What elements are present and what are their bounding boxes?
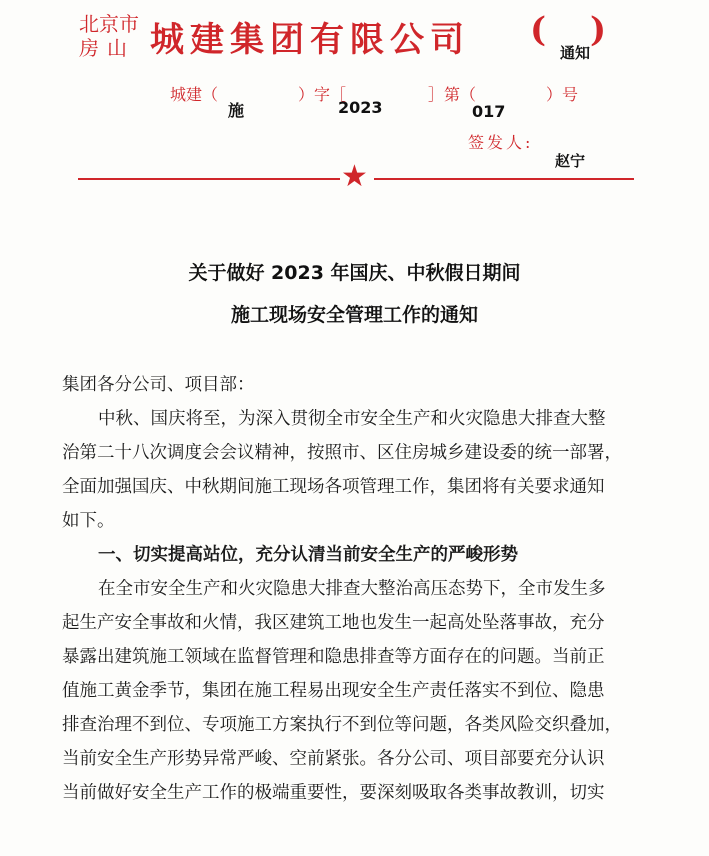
ref-mid2: ］第（ bbox=[428, 85, 477, 104]
document-body bbox=[62, 368, 662, 810]
ref-suffix: ）号 bbox=[546, 85, 579, 104]
paragraph-2-line: 在全市安全生产和火灾隐患大排查大整治高压态势下，全市发生多 bbox=[98, 579, 606, 599]
paragraph-1-line: 全面加强国庆、中秋期间施工现场各项管理工作，集团将有关要求通知 bbox=[62, 477, 605, 497]
ref-prefix: 城建（ bbox=[170, 85, 219, 104]
signer-name: 赵宁 bbox=[555, 152, 586, 170]
ref-mid1: ）字［ bbox=[298, 85, 347, 104]
document-title-line-2: 施工现场安全管理工作的通知 bbox=[230, 304, 478, 326]
paragraph-1-line: 中秋、国庆将至，为深入贯彻全市安全生产和火灾隐患大排查大整 bbox=[98, 409, 606, 429]
ref-number: 017 bbox=[472, 102, 506, 121]
paragraph-2-line: 起生产安全事故和火情，我区建筑工地也发生一起高处坠落事故，充分 bbox=[62, 613, 605, 633]
paragraph-1-line: 如下。 bbox=[62, 511, 115, 531]
paragraph-2-line: 当前安全生产形势异常严峻、空前紧张。各分公司、项目部要充分认识 bbox=[62, 749, 605, 769]
signer-label: 签发人: bbox=[468, 133, 534, 152]
paragraph-1-line: 治第二十八次调度会会议精神，按照市、区住房城乡建设委的统一部署， bbox=[62, 443, 622, 463]
salutation: 集团各分公司、项目部： bbox=[62, 375, 255, 395]
divider-line-right bbox=[374, 178, 634, 180]
document-title-line-1: 关于做好 2023 年国庆、中秋假日期间 bbox=[188, 262, 521, 284]
paragraph-2-line: 排查治理不到位、专项施工方案执行不到位等问题，各类风险交织叠加， bbox=[62, 715, 622, 735]
document-type: 通知 bbox=[560, 44, 591, 62]
paragraph-2-line: 暴露出建筑施工领域在监督管理和隐患排查等方面存在的问题。当前正 bbox=[62, 647, 605, 667]
divider-line-left bbox=[78, 178, 340, 180]
section-heading-1: 一、切实提高站位，充分认清当前安全生产的严峻形势 bbox=[98, 545, 518, 565]
issuer-line-2: 房山 bbox=[79, 36, 135, 60]
organization-name: 城建集团有限公司 bbox=[150, 20, 470, 60]
paren-close: ) bbox=[590, 10, 607, 50]
paragraph-2-line: 当前做好安全生产工作的极端重要性，要深刻吸取各类事故教训，切实 bbox=[62, 783, 605, 803]
paren-open: ( bbox=[530, 10, 547, 50]
ref-unit: 施 bbox=[228, 101, 245, 120]
star-icon: ★ bbox=[341, 159, 368, 194]
paragraph-2-line: 值施工黄金季节，集团在施工程易出现安全生产责任落实不到位、隐患 bbox=[62, 681, 605, 701]
ref-year: 2023 bbox=[338, 98, 383, 117]
issuer-line-1: 北京市 bbox=[79, 12, 139, 36]
